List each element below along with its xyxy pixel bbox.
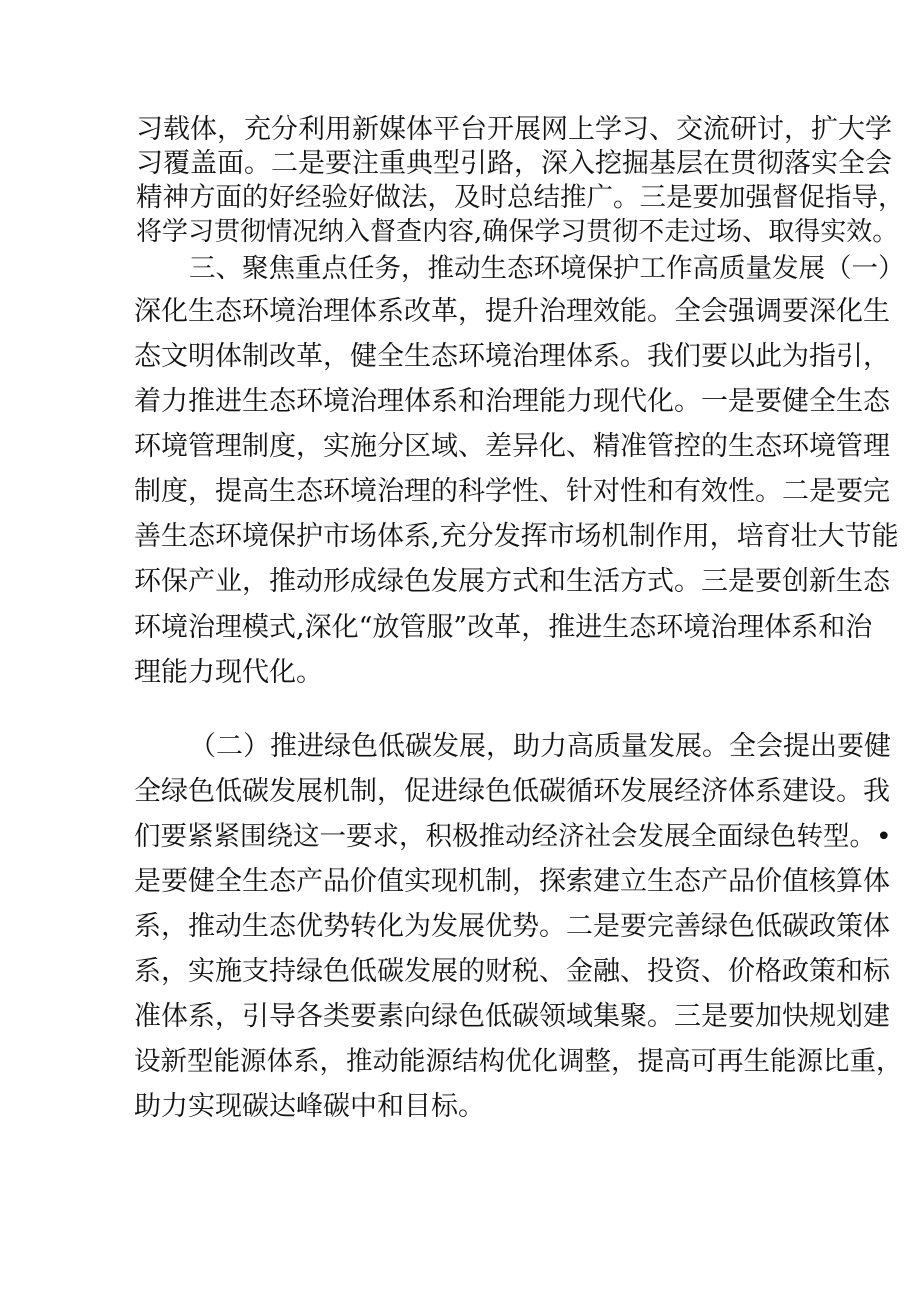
text-line: 将学习贯彻情况纳入督查内容,确保学习贯彻不走过场、取得实效。 — [136, 217, 899, 247]
text-line: 系，推动生态优势转化为发展优势。二是要完善绿色低碳政策体 — [134, 911, 890, 942]
text-line: 环保产业，推动形成绿色发展方式和生活方式。三是要创新生态 — [134, 566, 890, 597]
text-line: 理能力现代化。 — [134, 657, 323, 688]
text-line: 设新型能源体系，推动能源结构优化调整，提高可再生能源比重， — [134, 1046, 903, 1077]
text-line: 态文明体制改革，健全生态环境治理体系。我们要以此为指引， — [134, 341, 890, 372]
text-line: 深化生态环境治理体系改革，提升治理效能。全会强调要深化生 — [134, 296, 890, 327]
text-line: 制度，提高生态环境治理的科学性、针对性和有效性。二是要完 — [134, 476, 890, 507]
text-line: 助力实现碳达峰碳中和目标。 — [134, 1091, 485, 1122]
text-line: 环境管理制度，实施分区域、差异化、精准管控的生态环境管理 — [134, 431, 890, 462]
text-line: 全绿色低碳发展机制，促进绿色低碳循环发展经济体系建设。我 — [134, 776, 890, 807]
text-line: 习载体，充分利用新媒体平台开展网上学习、交流研讨，扩大学 — [136, 114, 892, 145]
text-line: 着力推进生态环境治理体系和治理能力现代化。一是要健全生态 — [134, 386, 890, 417]
text-line: 习覆盖面。二是要注重典型引路，深入挖掘基层在贯彻落实全会 — [136, 148, 892, 179]
text-line: 精神方面的好经验好做法，及时总结推广。三是要加强督促指导， — [136, 182, 905, 213]
section-heading-line: 三、聚焦重点任务，推动生态环境保护工作高质量发展（一） — [189, 253, 905, 284]
text-line: 环境治理模式,深化“放管服”改革，推进生态环境治理体系和治 — [134, 612, 873, 643]
section-heading-line: （二）推进绿色低碳发展，助力高质量发展。全会提出要健 — [189, 731, 891, 762]
text-line: 们要紧紧围绕这一要求，积极推动经济社会发展全面绿色转型。• — [134, 821, 892, 852]
text-line: 是要健全生态产品价值实现机制，探索建立生态产品价值核算体 — [134, 866, 890, 897]
text-line: 善生态环境保护市场体系,充分发挥市场机制作用，培育壮大节能 — [134, 521, 899, 552]
text-line: 准体系，引导各类要素向绿色低碳领域集聚。三是要加快规划建 — [134, 1001, 890, 1032]
text-line: 系，实施支持绿色低碳发展的财税、金融、投资、价格政策和标 — [134, 956, 890, 987]
